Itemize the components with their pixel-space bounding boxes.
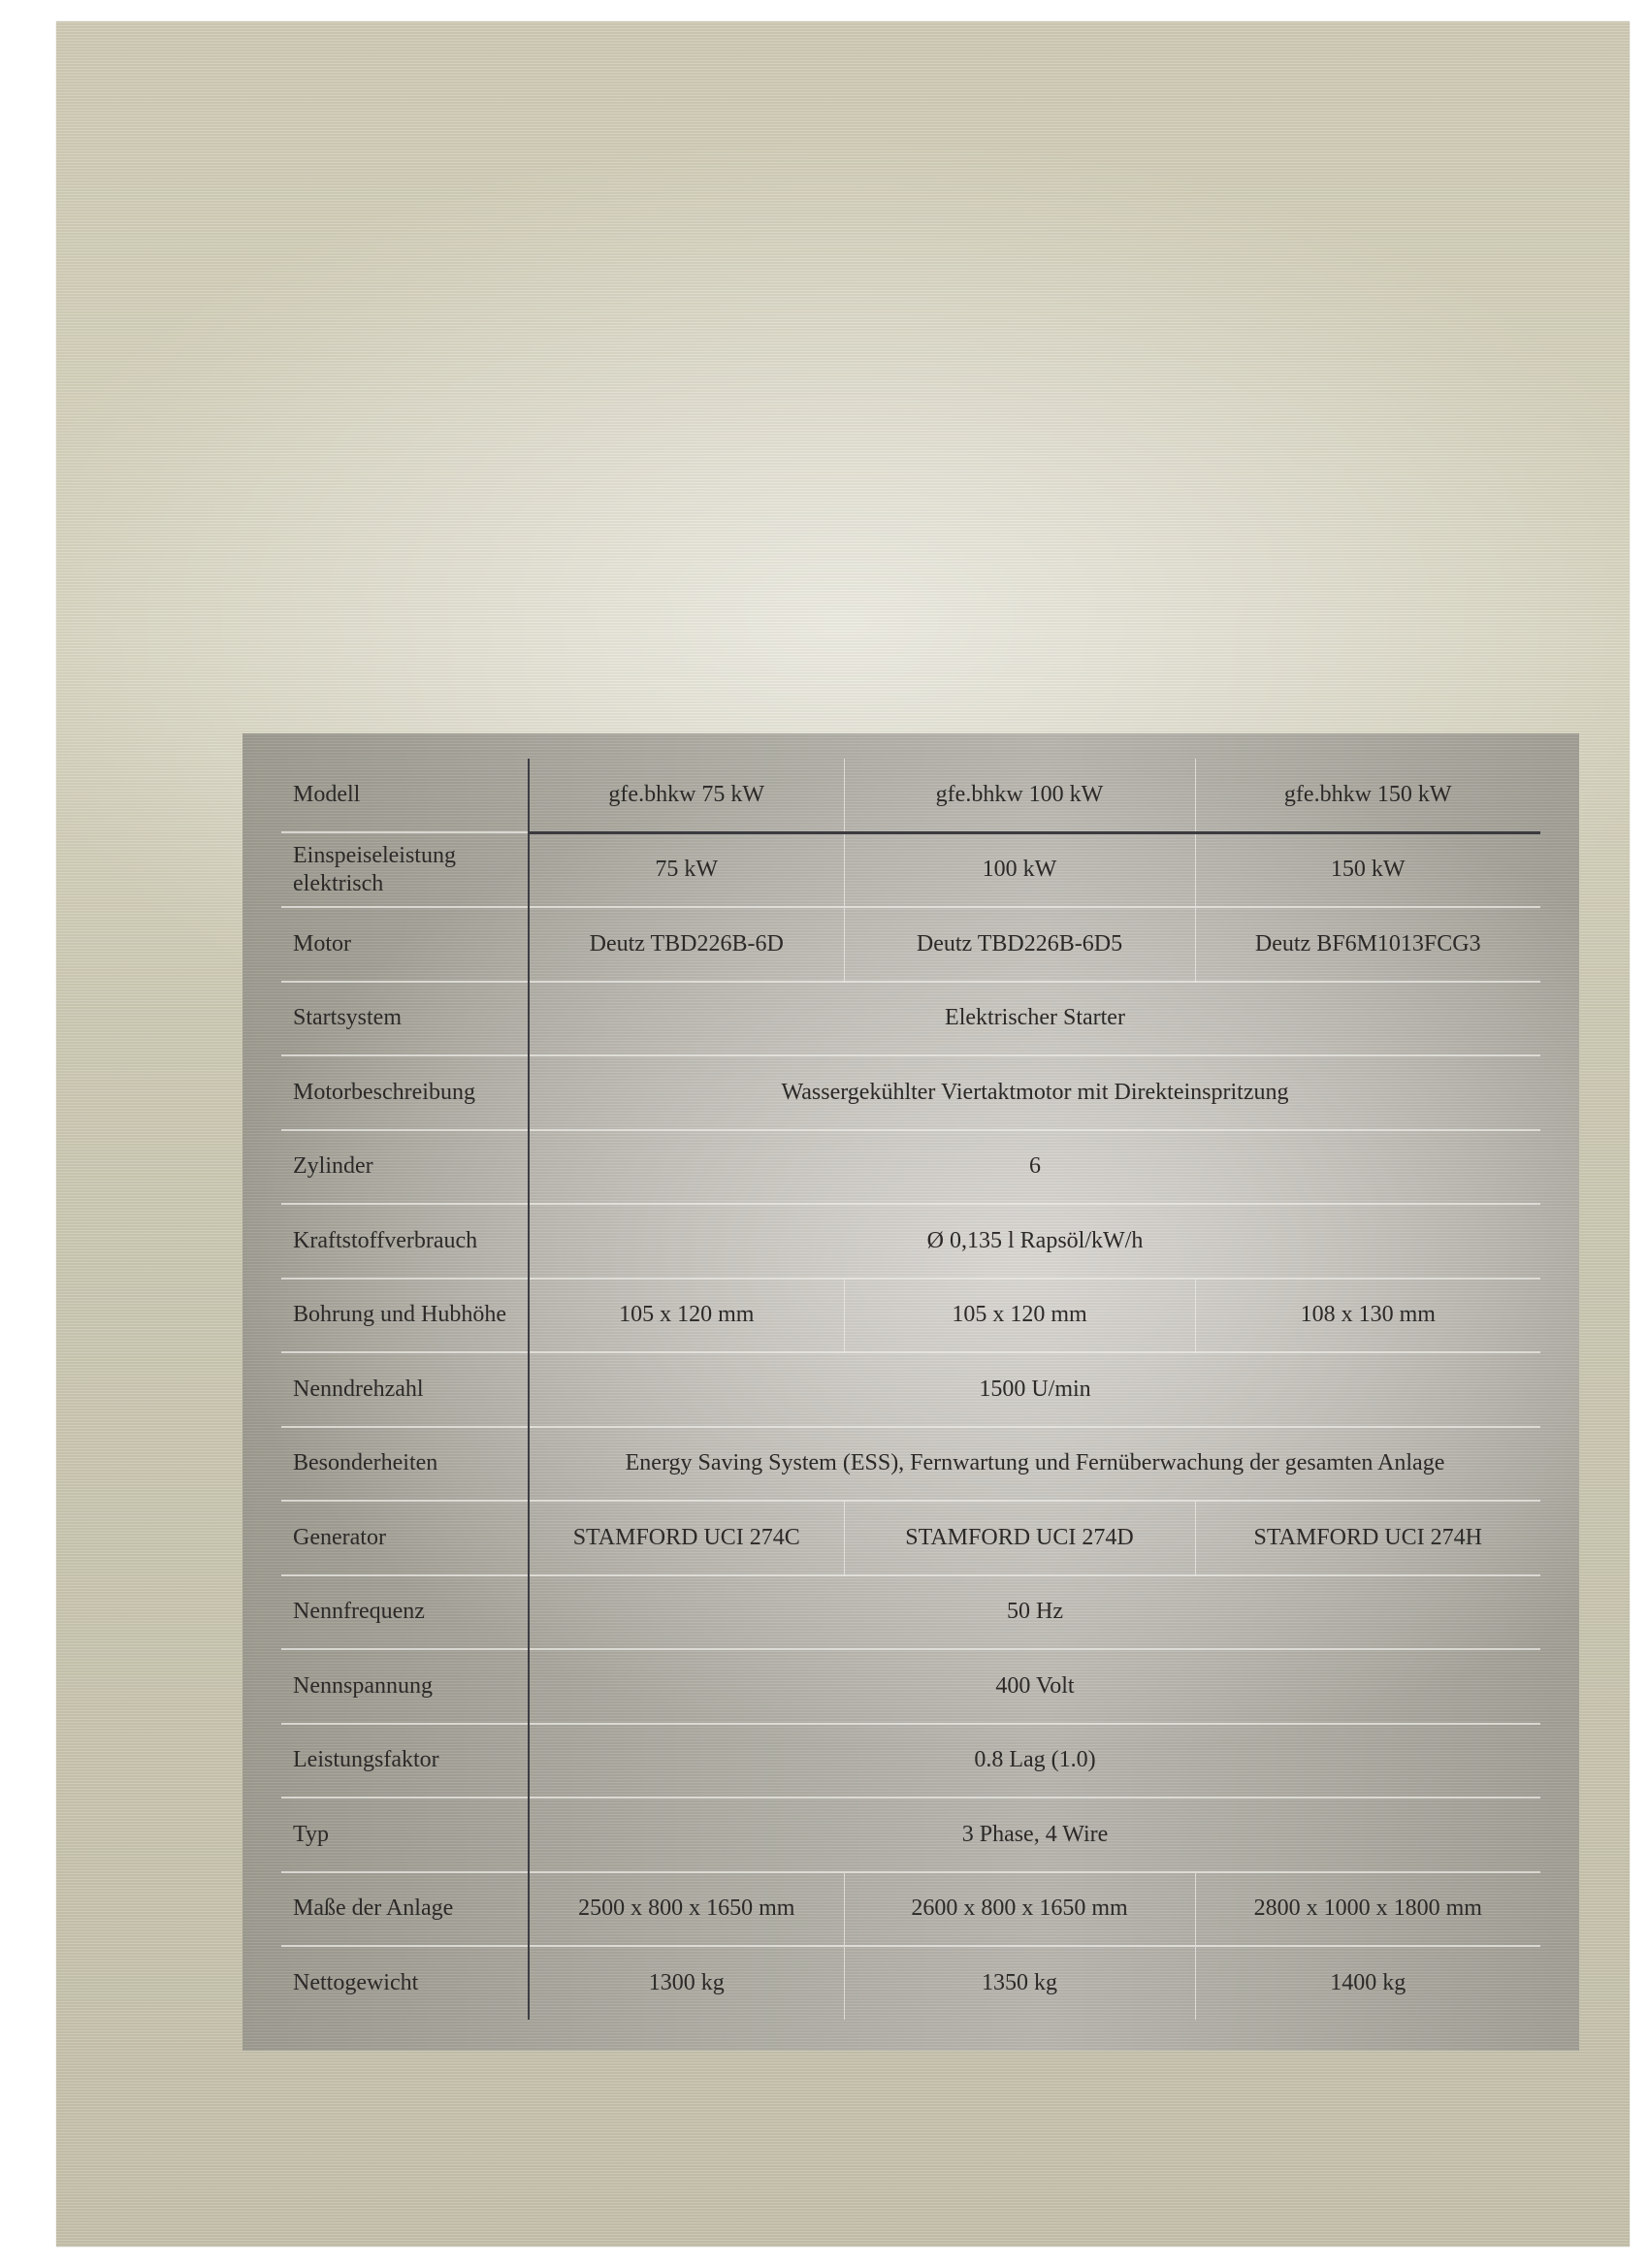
table-cell: Energy Saving System (ESS), Fernwartung und Fernüberwachung der gesamten Anlage bbox=[529, 1427, 1540, 1502]
table-cell: STAMFORD UCI 274H bbox=[1195, 1501, 1540, 1575]
row-typ bbox=[281, 1798, 1540, 1872]
row-label: Motorbeschreibung bbox=[281, 1055, 529, 1130]
row-label: Leistungsfaktor bbox=[281, 1724, 529, 1798]
row-modell bbox=[281, 759, 1540, 832]
table-cell: 105 x 120 mm bbox=[529, 1279, 844, 1353]
table-cell: 75 kW bbox=[529, 832, 844, 907]
brochure-page bbox=[56, 21, 1630, 2247]
spec-panel bbox=[242, 733, 1579, 2051]
row-kraftstoffverbrauch bbox=[281, 1204, 1540, 1279]
table-cell: Deutz TBD226B-6D5 bbox=[844, 907, 1195, 982]
row-label: Nenndrehzahl bbox=[281, 1352, 529, 1427]
row-label: Nennspannung bbox=[281, 1649, 529, 1724]
table-cell: 2500 x 800 x 1650 mm bbox=[529, 1872, 844, 1947]
table-cell: Deutz TBD226B-6D bbox=[529, 907, 844, 982]
row-motor bbox=[281, 907, 1540, 982]
row-label: Modell bbox=[281, 759, 529, 832]
table-cell: 400 Volt bbox=[529, 1649, 1540, 1724]
row-besonderheiten bbox=[281, 1427, 1540, 1502]
table-cell: 150 kW bbox=[1195, 832, 1540, 907]
row-leistungsfaktor bbox=[281, 1724, 1540, 1798]
row-label: Zylinder bbox=[281, 1130, 529, 1205]
row-zylinder bbox=[281, 1130, 1540, 1205]
row-startsystem bbox=[281, 982, 1540, 1056]
row-einspeiseleistung bbox=[281, 832, 1540, 907]
table-cell: 1400 kg bbox=[1195, 1946, 1540, 2020]
table-cell: 1500 U/min bbox=[529, 1352, 1540, 1427]
table-cell: 3 Phase, 4 Wire bbox=[529, 1798, 1540, 1872]
row-label: Nettogewicht bbox=[281, 1946, 529, 2020]
model-75kw: gfe.bhkw 75 kW bbox=[529, 759, 844, 832]
model-150kw: gfe.bhkw 150 kW bbox=[1195, 759, 1540, 832]
row-nennspannung bbox=[281, 1649, 1540, 1724]
spec-table bbox=[281, 759, 1540, 2020]
table-cell: 105 x 120 mm bbox=[844, 1279, 1195, 1353]
table-cell: Wassergekühlter Viertaktmotor mit Direkteinspritzung bbox=[529, 1055, 1540, 1130]
table-cell: 1300 kg bbox=[529, 1946, 844, 2020]
row-label: Startsystem bbox=[281, 982, 529, 1056]
row-label: Typ bbox=[281, 1798, 529, 1872]
table-cell: 2800 x 1000 x 1800 mm bbox=[1195, 1872, 1540, 1947]
row-bohrung-hubhoehe bbox=[281, 1279, 1540, 1353]
row-nettogewicht bbox=[281, 1946, 1540, 2020]
table-cell: STAMFORD UCI 274D bbox=[844, 1501, 1195, 1575]
row-label: Generator bbox=[281, 1501, 529, 1575]
row-label: Nennfrequenz bbox=[281, 1575, 529, 1650]
row-generator bbox=[281, 1501, 1540, 1575]
table-cell: Elektrischer Starter bbox=[529, 982, 1540, 1056]
table-cell: Ø 0,135 l Rapsöl/kW/h bbox=[529, 1204, 1540, 1279]
model-100kw: gfe.bhkw 100 kW bbox=[844, 759, 1195, 832]
table-cell: 100 kW bbox=[844, 832, 1195, 907]
row-label: Einspeiseleistung elektrisch bbox=[281, 832, 529, 907]
table-cell: 50 Hz bbox=[529, 1575, 1540, 1650]
table-cell: 2600 x 800 x 1650 mm bbox=[844, 1872, 1195, 1947]
table-cell: 108 x 130 mm bbox=[1195, 1279, 1540, 1353]
row-label: Bohrung und Hubhöhe bbox=[281, 1279, 529, 1353]
table-cell: 0.8 Lag (1.0) bbox=[529, 1724, 1540, 1798]
row-label: Maße der Anlage bbox=[281, 1872, 529, 1947]
table-cell: Deutz BF6M1013FCG3 bbox=[1195, 907, 1540, 982]
row-label: Motor bbox=[281, 907, 529, 982]
table-cell: 6 bbox=[529, 1130, 1540, 1205]
row-label: Besonderheiten bbox=[281, 1427, 529, 1502]
row-nenndrehzahl bbox=[281, 1352, 1540, 1427]
row-nennfrequenz bbox=[281, 1575, 1540, 1650]
row-label: Kraftstoffverbrauch bbox=[281, 1204, 529, 1279]
row-masse-der-anlage bbox=[281, 1872, 1540, 1947]
table-cell: STAMFORD UCI 274C bbox=[529, 1501, 844, 1575]
table-cell: 1350 kg bbox=[844, 1946, 1195, 2020]
row-motorbeschreibung bbox=[281, 1055, 1540, 1130]
